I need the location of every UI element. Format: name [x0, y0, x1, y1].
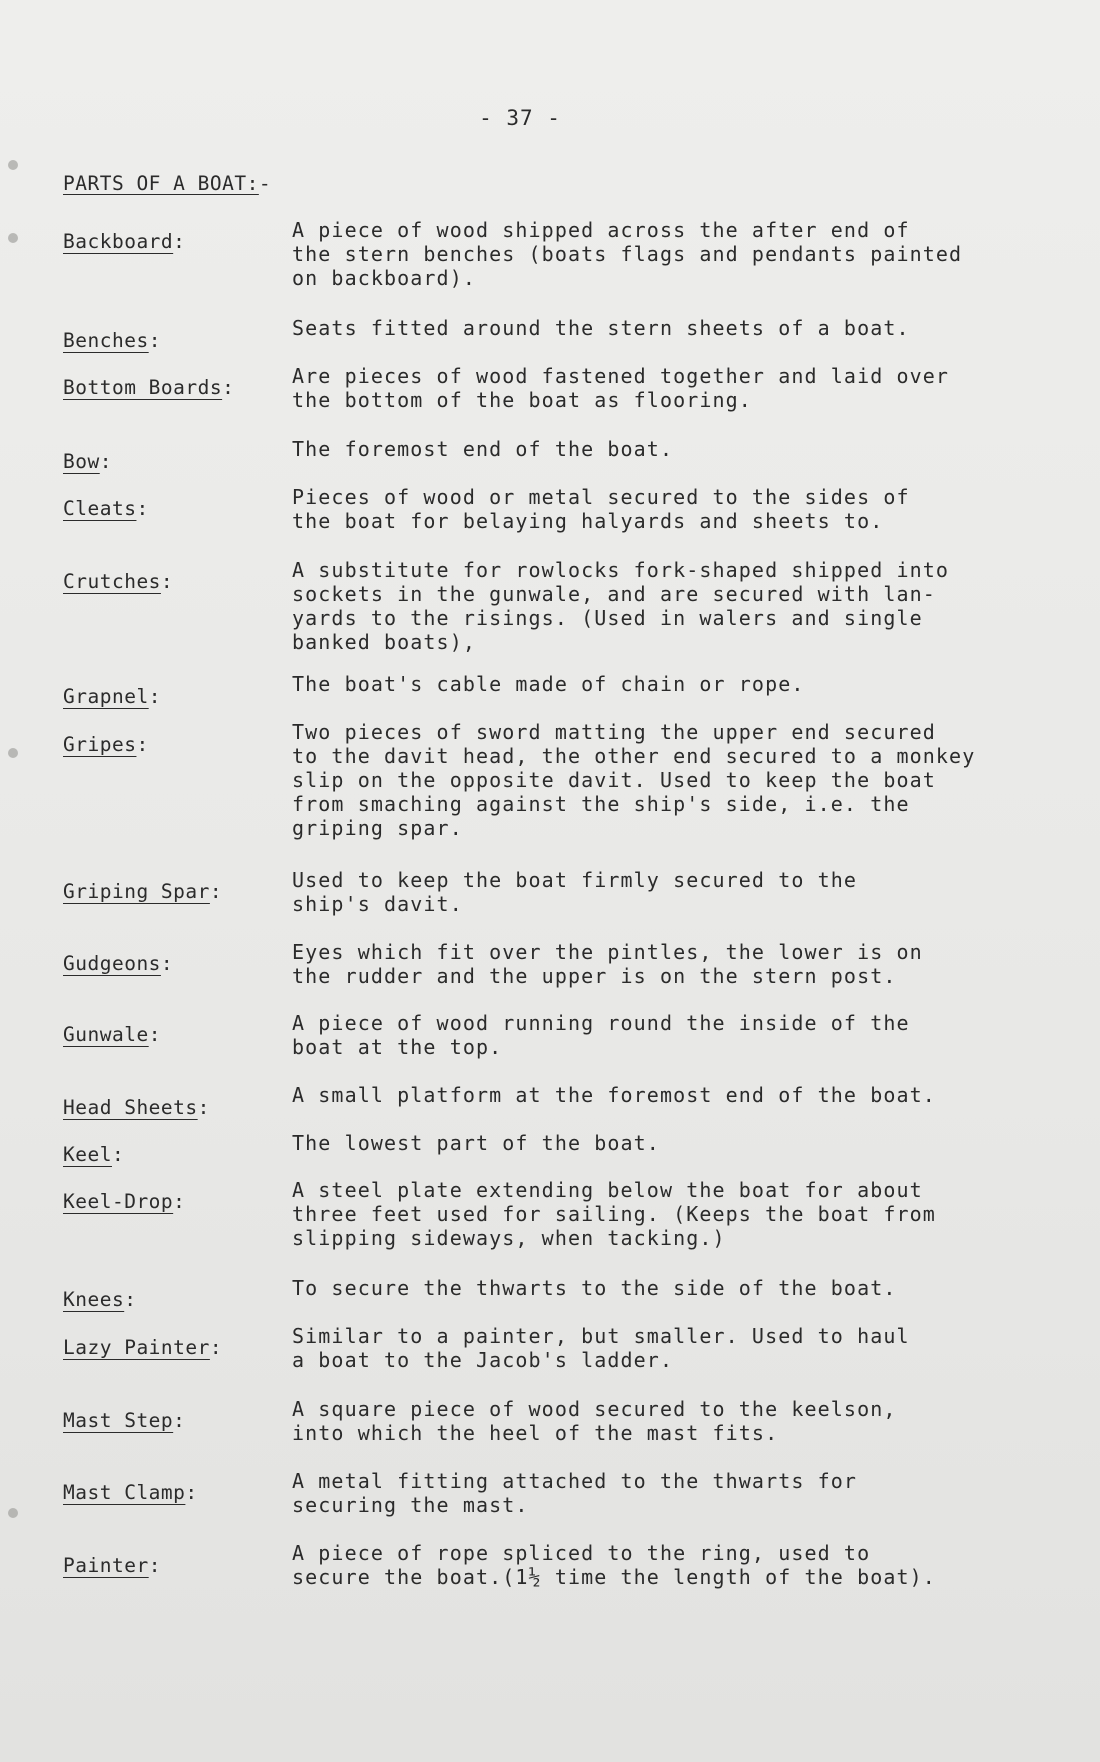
glossary-term-colon: :	[173, 1190, 186, 1213]
glossary-term-text: Mast Clamp	[63, 1481, 186, 1504]
glossary-definition: Are pieces of wood fastened together and laid over the bottom of the boat as flooring.	[292, 364, 950, 412]
glossary-term-text: Head Sheets	[63, 1096, 198, 1119]
glossary-definition: Similar to a painter, but smaller. Used to haul a boat to the Jacob's ladder.	[292, 1324, 910, 1372]
glossary-term-colon: :	[99, 450, 112, 473]
glossary-term-text: Grapnel	[63, 685, 149, 708]
glossary-term	[63, 1096, 210, 1119]
section-title	[63, 172, 271, 195]
glossary-term	[63, 1023, 161, 1046]
glossary-term-text: Gunwale	[63, 1023, 149, 1046]
glossary-term-text: Cleats	[63, 497, 137, 520]
glossary-definition: The foremost end of the boat.	[292, 437, 674, 461]
glossary-term-text: Bow	[63, 450, 100, 473]
glossary-definition: A small platform at the foremost end of the boat.	[292, 1083, 936, 1107]
glossary-term-colon: :	[173, 230, 186, 253]
glossary-term	[63, 376, 234, 399]
glossary-term-colon: :	[197, 1096, 210, 1119]
glossary-term-colon: :	[209, 880, 223, 903]
section-title-text: PARTS OF A BOAT:	[63, 172, 259, 195]
glossary-term-colon: :	[160, 952, 174, 975]
glossary-definition: Two pieces of sword matting the upper end secured to the davit head, the other end secured to a monkey slip on the opposite davit. Used to keep the boat from smaching against the ship's side, i.e. the griping spar.	[292, 720, 976, 840]
glossary-term-text: Benches	[63, 329, 149, 352]
glossary-definition: Seats fitted around the stern sheets of a boat.	[292, 316, 910, 340]
glossary-definition: Eyes which fit over the pintles, the lower is on the rudder and the upper is on the stern post.	[292, 940, 923, 988]
glossary-term	[63, 733, 149, 756]
glossary-term-colon: :	[173, 1409, 186, 1432]
glossary-term	[63, 952, 173, 975]
glossary-term-text: Knees	[63, 1288, 125, 1311]
page-number: - 37 -	[479, 106, 561, 130]
glossary-definition: A metal fitting attached to the thwarts for securing the mast.	[292, 1469, 858, 1517]
glossary-definition: The boat's cable made of chain or rope.	[292, 672, 805, 696]
glossary-term	[63, 1288, 136, 1311]
glossary-term-text: Crutches	[63, 570, 161, 593]
binder-hole-mark	[8, 233, 18, 243]
glossary-term-colon: :	[136, 497, 149, 520]
binder-hole-mark	[8, 748, 18, 758]
glossary-term-text: Griping Spar	[63, 880, 210, 903]
glossary-term	[63, 1409, 185, 1432]
glossary-term	[63, 1190, 185, 1213]
glossary-term-colon: :	[222, 376, 235, 399]
glossary-definition: Pieces of wood or metal secured to the sides of the boat for belaying halyards and sheets to.	[292, 485, 910, 533]
section-title-dash: -	[258, 172, 272, 195]
glossary-term-colon: :	[136, 733, 149, 756]
glossary-definition: Used to keep the boat firmly secured to the ship's davit.	[292, 868, 858, 916]
glossary-definition: A substitute for rowlocks fork-shaped shipped into sockets in the gunwale, and are secured with lan- yards to the risings. (Used in walers and single banked boats),	[292, 558, 950, 654]
glossary-term-text: Mast Step	[63, 1409, 174, 1432]
glossary-term-text: Backboard	[63, 230, 174, 253]
glossary-term-text: Keel	[63, 1143, 112, 1166]
glossary-term-colon: :	[148, 329, 161, 352]
glossary-definition: A piece of rope spliced to the ring, used to secure the boat.(1½ time the length of the boat).	[292, 1541, 936, 1589]
glossary-term	[63, 1481, 198, 1504]
glossary-definition: A steel plate extending below the boat for about three feet used for sailing. (Keeps the boat from slipping sideways, when tacking.)	[292, 1178, 936, 1250]
glossary-definition: To secure the thwarts to the side of the boat.	[292, 1276, 897, 1300]
glossary-term	[63, 450, 112, 473]
glossary-definition: The lowest part of the boat.	[292, 1131, 660, 1155]
glossary-term	[63, 1143, 124, 1166]
glossary-term	[63, 570, 173, 593]
glossary-term-colon: :	[148, 685, 161, 708]
glossary-term-colon: :	[160, 570, 174, 593]
binder-hole-mark	[8, 160, 18, 170]
glossary-term-colon: :	[185, 1481, 198, 1504]
glossary-term	[63, 230, 185, 253]
glossary-term-text: Bottom Boards	[63, 376, 223, 399]
glossary-definition: A piece of wood shipped across the after end of the stern benches (boats flags and pendants painted on backboard).	[292, 218, 963, 290]
glossary-term-colon: :	[209, 1336, 223, 1359]
glossary-term-colon: :	[148, 1023, 161, 1046]
glossary-definition: A piece of wood running round the inside of the boat at the top.	[292, 1011, 910, 1059]
glossary-term	[63, 1554, 161, 1577]
glossary-term-text: Painter	[63, 1554, 149, 1577]
glossary-term-text: Gripes	[63, 733, 137, 756]
glossary-term-text: Lazy Painter	[63, 1336, 210, 1359]
glossary-definition: A square piece of wood secured to the keelson, into which the heel of the mast fits.	[292, 1397, 897, 1445]
binder-hole-mark	[8, 1508, 18, 1518]
glossary-term-colon: :	[124, 1288, 137, 1311]
glossary-term-text: Keel-Drop	[63, 1190, 174, 1213]
glossary-term	[63, 497, 149, 520]
glossary-term	[63, 329, 161, 352]
glossary-term-colon: :	[111, 1143, 125, 1166]
glossary-term	[63, 685, 161, 708]
glossary-term-text: Gudgeons	[63, 952, 161, 975]
glossary-term	[63, 880, 222, 903]
glossary-term-colon: :	[148, 1554, 161, 1577]
glossary-term	[63, 1336, 222, 1359]
